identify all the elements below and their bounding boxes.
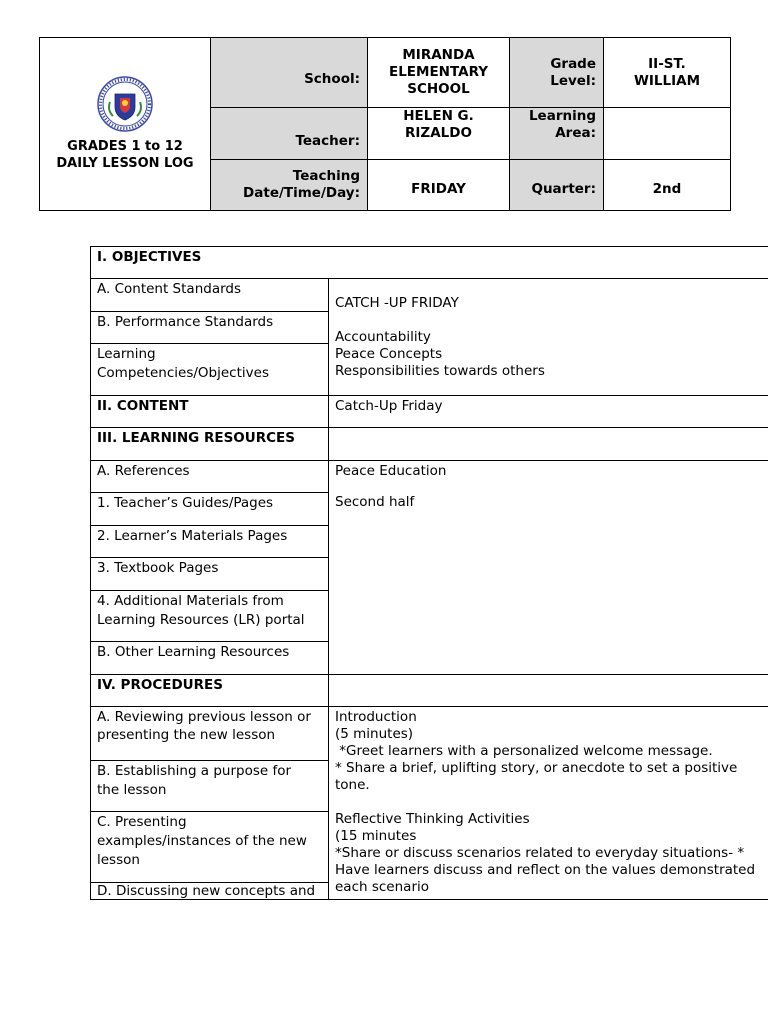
quarter-label: Quarter: [510, 160, 604, 211]
learning-area-value [604, 108, 731, 160]
lesson-log-table [90, 246, 768, 900]
procedures-value: Introduction (5 minutes) *Greet learners with a personalized welcome message. * Share a brief, uplifting story, or anecdote to set a positive tone. Reflective Thinking Activities (15 minutes *Share or discuss scenarios related to everyday situations- * Have learners discuss and reflect on the values demonstrated each scenario [329, 707, 768, 900]
school-value: MIRANDA ELEMENTARY SCHOOL [368, 38, 510, 108]
content-value: Catch-Up Friday [329, 396, 768, 428]
logo-title-cell [40, 38, 211, 211]
additional-materials-label: 4. Additional Materials from Learning Resources (LR) portal [91, 591, 329, 642]
other-resources-label: B. Other Learning Resources [91, 642, 329, 675]
teaching-value: FRIDAY [368, 160, 510, 211]
quarter-value: 2nd [604, 160, 731, 211]
deped-seal-icon [97, 76, 153, 132]
teacher-value: HELEN G. RIZALDO [368, 108, 510, 160]
objectives-value: CATCH -UP FRIDAY Accountability Peace Concepts Responsibilities towards others [329, 279, 768, 396]
procedures-heading-value [329, 675, 768, 707]
procedure-c-label: C. Presenting examples/instances of the new lesson [91, 812, 329, 883]
procedure-d-label: D. Discussing new concepts and [91, 883, 329, 900]
performance-standards-label: B. Performance Standards [91, 312, 329, 344]
teaching-label: Teaching Date/Time/Day: [211, 160, 368, 211]
teachers-guides-label: 1. Teacher’s Guides/Pages [91, 493, 329, 526]
resources-value: Peace Education Second half [329, 461, 768, 675]
resources-heading-value [329, 428, 768, 461]
header-table [39, 37, 731, 211]
title-line-1: GRADES 1 to 12 [67, 139, 183, 154]
grade-level-value: II-ST. WILLIAM [604, 38, 731, 108]
procedure-a-label: A. Reviewing previous lesson or presenting the new lesson [91, 707, 329, 761]
resources-heading: III. LEARNING RESOURCES [91, 428, 329, 461]
objectives-heading: I. OBJECTIVES [91, 247, 768, 279]
content-heading: II. CONTENT [91, 396, 329, 428]
procedures-heading: IV. PROCEDURES [91, 675, 329, 707]
textbook-label: 3. Textbook Pages [91, 558, 329, 591]
grade-level-label: Grade Level: [510, 38, 604, 108]
references-label: A. References [91, 461, 329, 493]
procedure-b-label: B. Establishing a purpose for the lesson [91, 761, 329, 812]
competencies-label: Learning Competencies/Objectives [91, 344, 329, 396]
teacher-label: Teacher: [211, 108, 368, 160]
learners-materials-label: 2. Learner’s Materials Pages [91, 526, 329, 558]
school-label: School: [211, 38, 368, 108]
content-standards-label: A. Content Standards [91, 279, 329, 312]
title-line-2: DAILY LESSON LOG [56, 156, 194, 171]
learning-area-label: Learning Area: [510, 108, 604, 160]
